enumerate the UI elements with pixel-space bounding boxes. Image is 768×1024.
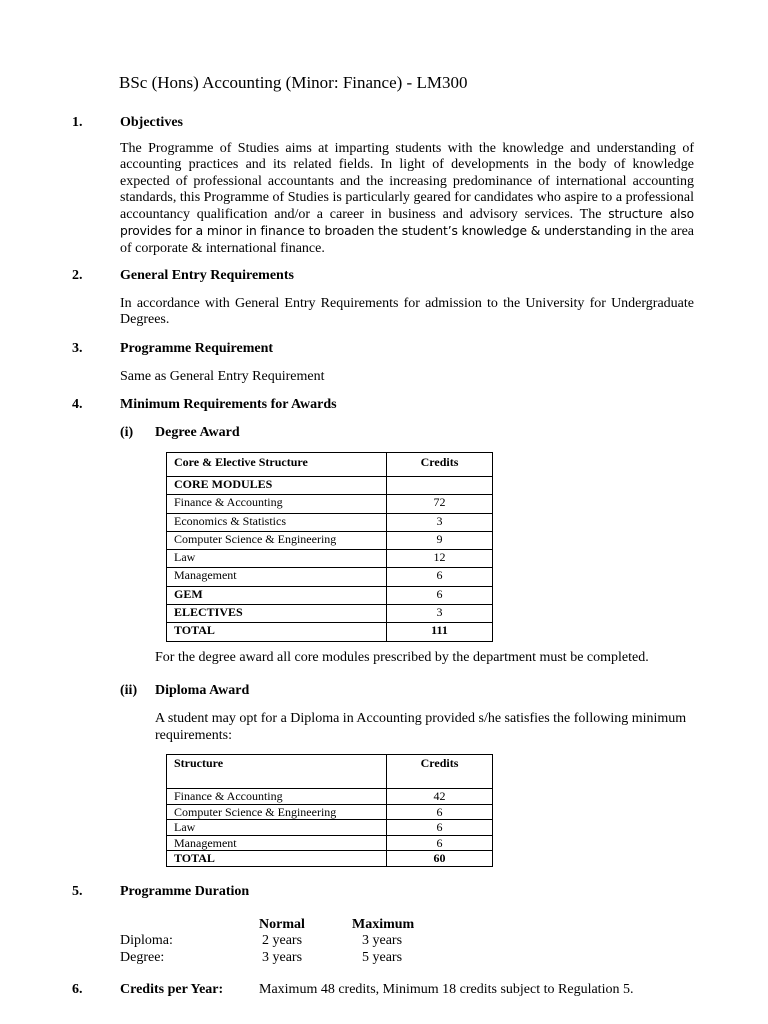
row-credits: 3 [387,513,493,531]
row-label: GEM [167,586,387,604]
objectives-text-sans: structure also provides for a minor in finance to broaden the student’s knowledge & understanding in [120,207,695,239]
row-credits: 6 [387,568,493,586]
row-label: Management [167,568,387,586]
section-number-2: 2. [72,268,83,283]
table-row [167,495,493,513]
row-label: Law [167,550,387,568]
header-credits: Credits [387,453,493,477]
section-number-3: 3. [72,341,83,356]
table-row [167,789,493,805]
section-heading-awards: Minimum Requirements for Awards [120,397,337,412]
subsection-number-i: (i) [120,425,134,440]
row-credits: 72 [387,495,493,513]
section-heading-credits-per-year: Credits per Year: [120,982,224,997]
row-label: ELECTIVES [167,605,387,623]
table-row [167,804,493,820]
credits-per-year-text: Maximum 48 credits, Minimum 18 credits subject to Regulation 5. [259,982,634,997]
diploma-paragraph: A student may opt for a Diploma in Accounting provided s/he satisfies the following minimum requirements: [155,711,687,743]
row-label: Economics & Statistics [167,513,387,531]
duration-degree-maximum: 5 years [362,950,403,965]
duration-degree-normal: 3 years [262,950,303,965]
row-label: Law [167,820,387,836]
duration-col-maximum: Maximum [352,917,415,932]
row-label: Computer Science & Engineering [167,804,387,820]
row-credits: 6 [387,586,493,604]
duration-diploma-label: Diploma: [120,933,173,948]
objectives-paragraph [120,141,694,257]
row-label: CORE MODULES [167,477,387,495]
programme-requirement-text: Same as General Entry Requirement [120,369,325,384]
table-row [167,513,493,531]
row-label: Finance & Accounting [167,789,387,805]
table-row [167,605,493,623]
duration-diploma-normal: 2 years [262,933,303,948]
row-label: TOTAL [167,623,387,641]
row-credits: 60 [387,851,493,867]
row-credits: 6 [387,804,493,820]
table-row [167,550,493,568]
table-row [167,568,493,586]
duration-col-normal: Normal [259,917,305,932]
section-heading-programme-requirement: Programme Requirement [120,341,274,356]
row-label: TOTAL [167,851,387,867]
row-label: Management [167,835,387,851]
degree-note: For the degree award all core modules prescribed by the department must be completed. [155,650,649,665]
row-credits: 12 [387,550,493,568]
degree-award-table [166,452,493,642]
row-credits: 9 [387,531,493,549]
subsection-number-ii: (ii) [120,683,138,698]
table-header-row [167,453,493,477]
section-heading-objectives: Objectives [120,115,183,130]
table-row [167,835,493,851]
row-label: Computer Science & Engineering [167,531,387,549]
row-credits: 111 [387,623,493,641]
row-label: Finance & Accounting [167,495,387,513]
subsection-heading-diploma: Diploma Award [155,683,250,698]
row-credits: 6 [387,835,493,851]
section-number-5: 5. [72,884,83,899]
section-heading-duration: Programme Duration [120,884,250,899]
header-structure: Structure [167,755,387,789]
table-row [167,477,493,495]
row-credits: 3 [387,605,493,623]
table-row-total [167,623,493,641]
row-credits [387,477,493,495]
table-row [167,820,493,836]
table-row [167,586,493,604]
header-credits: Credits [387,755,493,789]
table-row-total [167,851,493,867]
objectives-text-end: the area of corporate & international finance. [120,224,694,256]
table-header-row [167,755,493,789]
section-number-6: 6. [72,982,83,997]
header-structure: Core & Elective Structure [167,453,387,477]
document-title: BSc (Hons) Accounting (Minor: Finance) - LM300 [119,73,468,92]
row-credits: 6 [387,820,493,836]
section-heading-entry: General Entry Requirements [120,268,294,283]
duration-degree-label: Degree: [120,950,165,965]
section-number-1: 1. [72,115,83,130]
section-number-4: 4. [72,397,83,412]
entry-paragraph: In accordance with General Entry Requirements for admission to the University for Undergraduate Degrees. [120,296,694,328]
duration-diploma-maximum: 3 years [362,933,403,948]
row-credits: 42 [387,789,493,805]
subsection-heading-degree: Degree Award [155,425,240,440]
objectives-text: The Programme of Studies aims at imparting students with the knowledge and understanding of accounting practices and its related fields. In light of developments in the body of knowledge expected of professional accountants and the increasing predominance of international accounting standards, this Programme of Studies is particularly geared for candidates who aspire to a professional accountancy qualification and/or a career in business and advisory services. The [120,141,694,223]
table-row [167,531,493,549]
diploma-award-table [166,754,493,867]
